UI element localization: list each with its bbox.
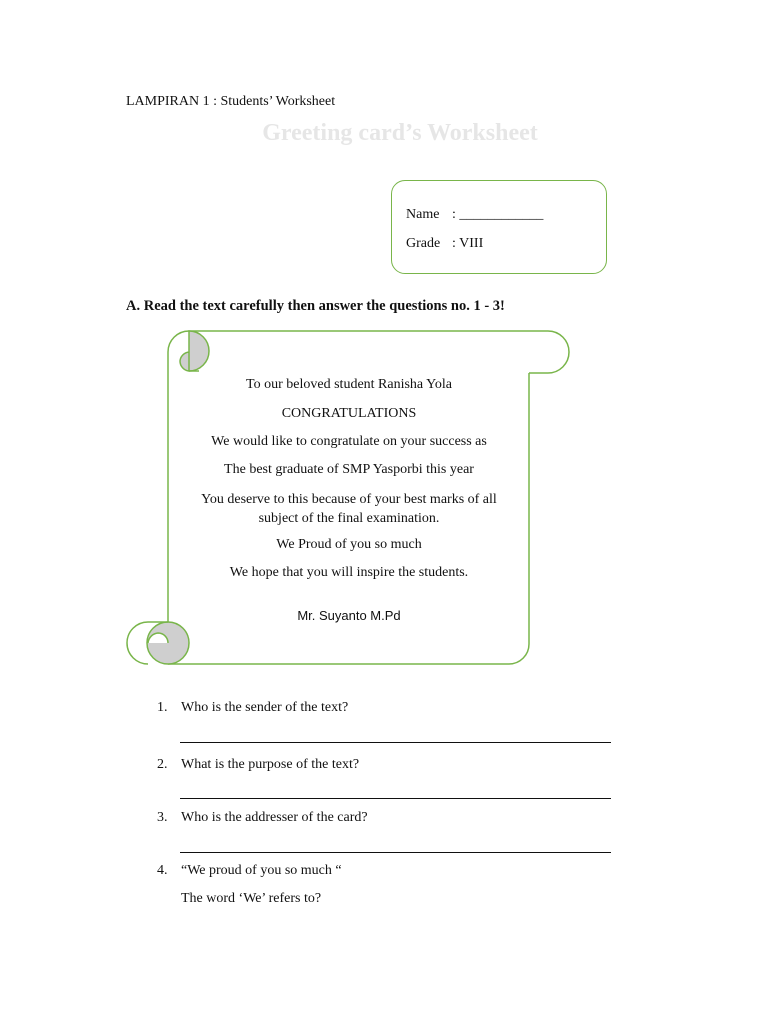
grade-label: Grade [406,236,441,251]
question-1 [157,700,348,716]
question-4 [157,863,342,879]
question-2 [157,757,359,773]
scroll-top-left-edge [168,331,189,352]
question-text: “We proud of you so much “ [181,863,342,878]
card-line: We hope that you will inspire the students. [229,565,469,580]
document-header: LAMPIRAN 1 : Students’ Worksheet [126,94,336,109]
question-text: Who is the addresser of the card? [181,810,368,825]
scroll-top-curl [180,331,209,371]
answer-line-2[interactable] [180,798,611,799]
name-label: Name [406,207,440,222]
question-number: 3. [157,810,168,825]
question-number: 2. [157,757,168,772]
question-3 [157,810,368,826]
question-text: What is the purpose of the text? [181,757,360,772]
question-text: Who is the sender of the text? [181,700,349,715]
grade-value: : VIII [452,236,484,251]
name-value: : ____________ [452,207,544,222]
question-number: 4. [157,863,168,878]
card-greeting: To our beloved student Ranisha Yola [246,377,452,392]
card-line: We Proud of you so much [276,537,422,552]
worksheet-title: Greeting card’s Worksheet [262,120,538,146]
question-number: 1. [157,700,168,715]
question-4-subtext: The word ‘We’ refers to? [181,891,322,906]
answer-line-1[interactable] [180,742,611,743]
card-congratulations: CONGRATULATIONS [281,406,417,421]
answer-line-3[interactable] [180,852,611,853]
scroll-top-roll [189,331,569,373]
card-signature: Mr. Suyanto M.Pd [297,608,401,623]
card-line: The best graduate of SMP Yasporbi this year [224,462,474,477]
section-a-instruction: A. Read the text carefully then answer the questions no. 1 - 3! [126,298,505,314]
card-line: We would like to congratulate on your success as [211,434,487,449]
card-line: You deserve to this because of your best marks of all subject of the final examination. [201,492,497,526]
